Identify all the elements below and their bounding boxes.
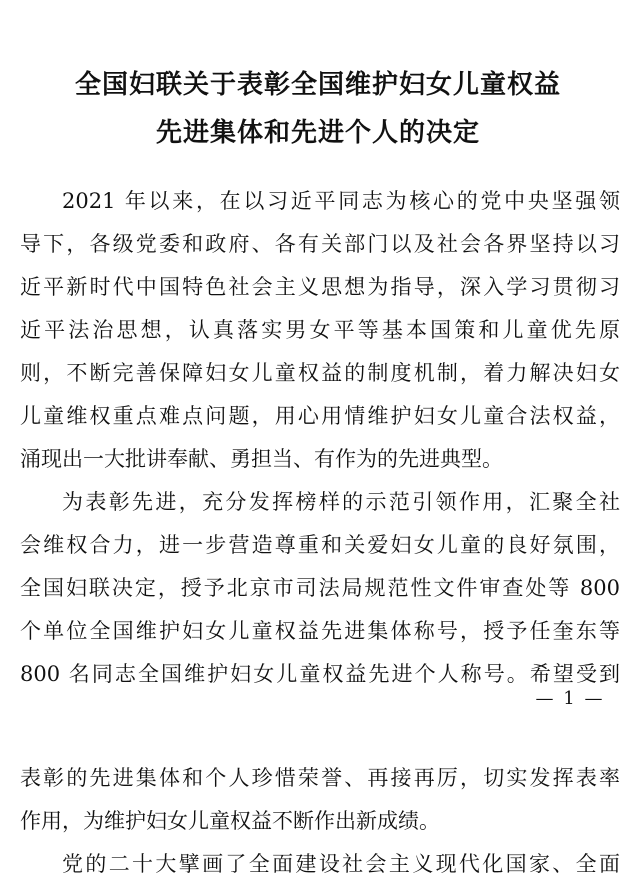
paragraph-2-line: 表彰的先进集体和个人珍惜荣誉、再接再厉，切实发挥表率 [20, 766, 620, 790]
paragraph-1-line: 儿童维权重点难点问题，用心用情维护妇女儿童合法权益， [20, 404, 620, 428]
paragraph-1-line: 近平法治思想，认真落实男女平等基本国策和儿童优先原 [20, 318, 620, 342]
paragraph-1-line: 则，不断完善保障妇女儿童权益的制度机制，着力解决妇女 [20, 361, 620, 385]
paragraph-1-line: 近平新时代中国特色社会主义思想为指导，深入学习贯彻习 [20, 275, 620, 299]
paragraph-2-line: 全国妇联决定，授予北京市司法局规范性文件审查处等 800 [20, 576, 620, 600]
document-title-line-1: 全国妇联关于表彰全国维护妇女儿童权益 [74, 70, 561, 100]
paragraph-1-line: 涌现出一大批讲奉献、勇担当、有作为的先进典型。 [20, 447, 503, 471]
paragraph-3-line: 党的二十大擘画了全面建设社会主义现代化国家、全面 [62, 852, 620, 876]
page-number: — 1 — [535, 688, 605, 709]
paragraph-1-line: 2021 年以来，在以习近平同志为核心的党中央坚强领 [62, 189, 620, 213]
paragraph-2-line: 作用，为维护妇女儿童权益不断作出新成绩。 [20, 809, 440, 833]
page-break [0, 730, 636, 744]
paragraph-2-line: 800 名同志全国维护妇女儿童权益先进个人称号。希望受到 [20, 662, 620, 686]
paragraph-2-line: 个单位全国维护妇女儿童权益先进集体称号，授予任奎东等 [20, 619, 620, 643]
paragraph-1-line: 导下，各级党委和政府、各有关部门以及社会各界坚持以习 [20, 232, 620, 256]
paragraph-2-line: 会维权合力，进一步营造尊重和关爱妇女儿童的良好氛围， [20, 533, 620, 557]
paragraph-2-line: 为表彰先进，充分发挥榜样的示范引领作用，汇聚全社 [62, 490, 620, 514]
document-title-line-2: 先进集体和先进个人的决定 [155, 118, 480, 148]
